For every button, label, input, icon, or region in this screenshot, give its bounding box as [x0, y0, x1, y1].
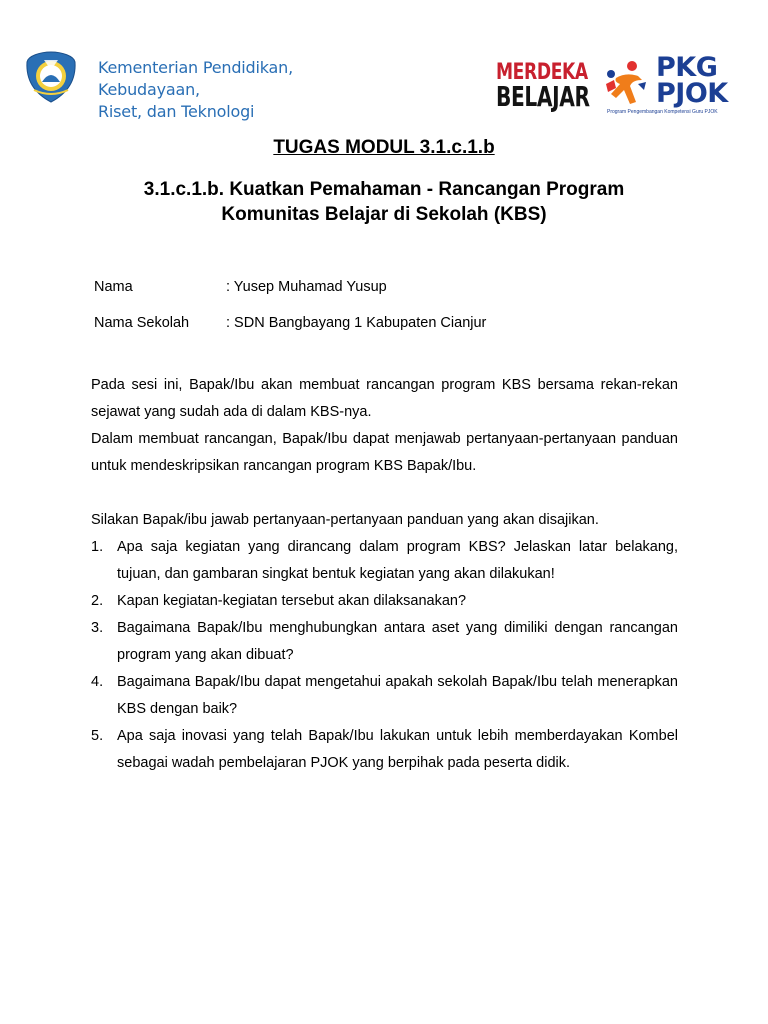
task-title: TUGAS MODUL 3.1.c.1.b: [273, 137, 495, 158]
question-number: 1.: [91, 539, 104, 555]
question-number: 5.: [91, 728, 104, 744]
document-title: [0, 177, 768, 227]
merdeka-belajar-logo: [496, 60, 590, 113]
document-title-line-1: 3.1.c.1.b. Kuatkan Pemahaman - Rancangan Program: [143, 179, 625, 200]
question-list: [91, 534, 678, 777]
list-item: [91, 669, 678, 723]
document-title-line-2: Komunitas Belajar di Sekolah (KBS): [221, 204, 547, 225]
question-text: Apa saja kegiatan yang dirancang dalam program KBS? Jelaskan latar belakang, tujuan, dan gambaran singkat bentuk kegiatan yang akan dilakukan!: [117, 539, 678, 582]
identity-value: : SDN Bangbayang 1 Kabupaten Cianjur: [226, 315, 487, 331]
instruction-paragraph: Silakan Bapak/ibu jawab pertanyaan-pertanyaan panduan yang akan disajikan.: [91, 512, 599, 528]
list-item: [91, 588, 678, 615]
question-text: Bagaimana Bapak/Ibu dapat mengetahui apakah sekolah Bapak/Ibu telah menerapkan KBS dengan baik?: [117, 674, 678, 717]
ministry-line-1: Kementerian Pendidikan,: [98, 58, 293, 77]
intro-text: [91, 372, 678, 480]
identity-label: Nama: [94, 279, 133, 295]
list-item: [91, 534, 678, 588]
ministry-line-2: Kebudayaan,: [98, 80, 200, 99]
identity-label: Nama Sekolah: [94, 315, 190, 331]
question-text: Apa saja inovasi yang telah Bapak/Ibu lakukan untuk lebih memberdayakan Kombel sebagai wadah pembelajaran PJOK yang berpihak pada peserta didik.: [117, 728, 678, 771]
belajar-text: BELAJAR: [496, 80, 590, 113]
intro-paragraph: Pada sesi ini, Bapak/Ibu akan membuat rancangan program KBS bersama rekan-rekan sejawat yang sudah ada di dalam KBS-nya.: [91, 377, 678, 420]
ministry-name: [98, 57, 293, 123]
pkg-pjok-wordmark: [656, 52, 728, 109]
pjok-text: PJOK: [656, 78, 728, 109]
ministry-line-3: Riset, dan Teknologi: [98, 102, 255, 121]
question-text: Kapan kegiatan-kegiatan tersebut akan dilaksanakan?: [117, 593, 467, 609]
pkg-text: PKG: [656, 52, 718, 83]
question-number: 4.: [91, 674, 104, 690]
merdeka-text: MERDEKA: [496, 60, 588, 85]
identity-value: : Yusep Muhamad Yusup: [226, 279, 387, 295]
intro-paragraph: Dalam membuat rancangan, Bapak/Ibu dapat menjawab pertanyaan-pertanyaan panduan untuk mendeskripsikan rancangan program KBS Bapak/Ibu.: [91, 431, 678, 474]
list-item: [91, 723, 678, 777]
question-number: 3.: [91, 620, 104, 636]
list-item: [91, 615, 678, 669]
question-number: 2.: [91, 593, 104, 609]
instruction-text: [91, 507, 678, 534]
question-text: Bagaimana Bapak/Ibu menghubungkan antara aset yang dimiliki dengan rancangan program yang akan dibuat?: [117, 620, 678, 663]
pkg-pjok-figure-logo: [602, 58, 652, 108]
tut-wuri-handayani-logo: [22, 48, 80, 106]
pkg-subtitle: Program Pengembangan Kompetensi Guru PJOK: [607, 109, 718, 115]
